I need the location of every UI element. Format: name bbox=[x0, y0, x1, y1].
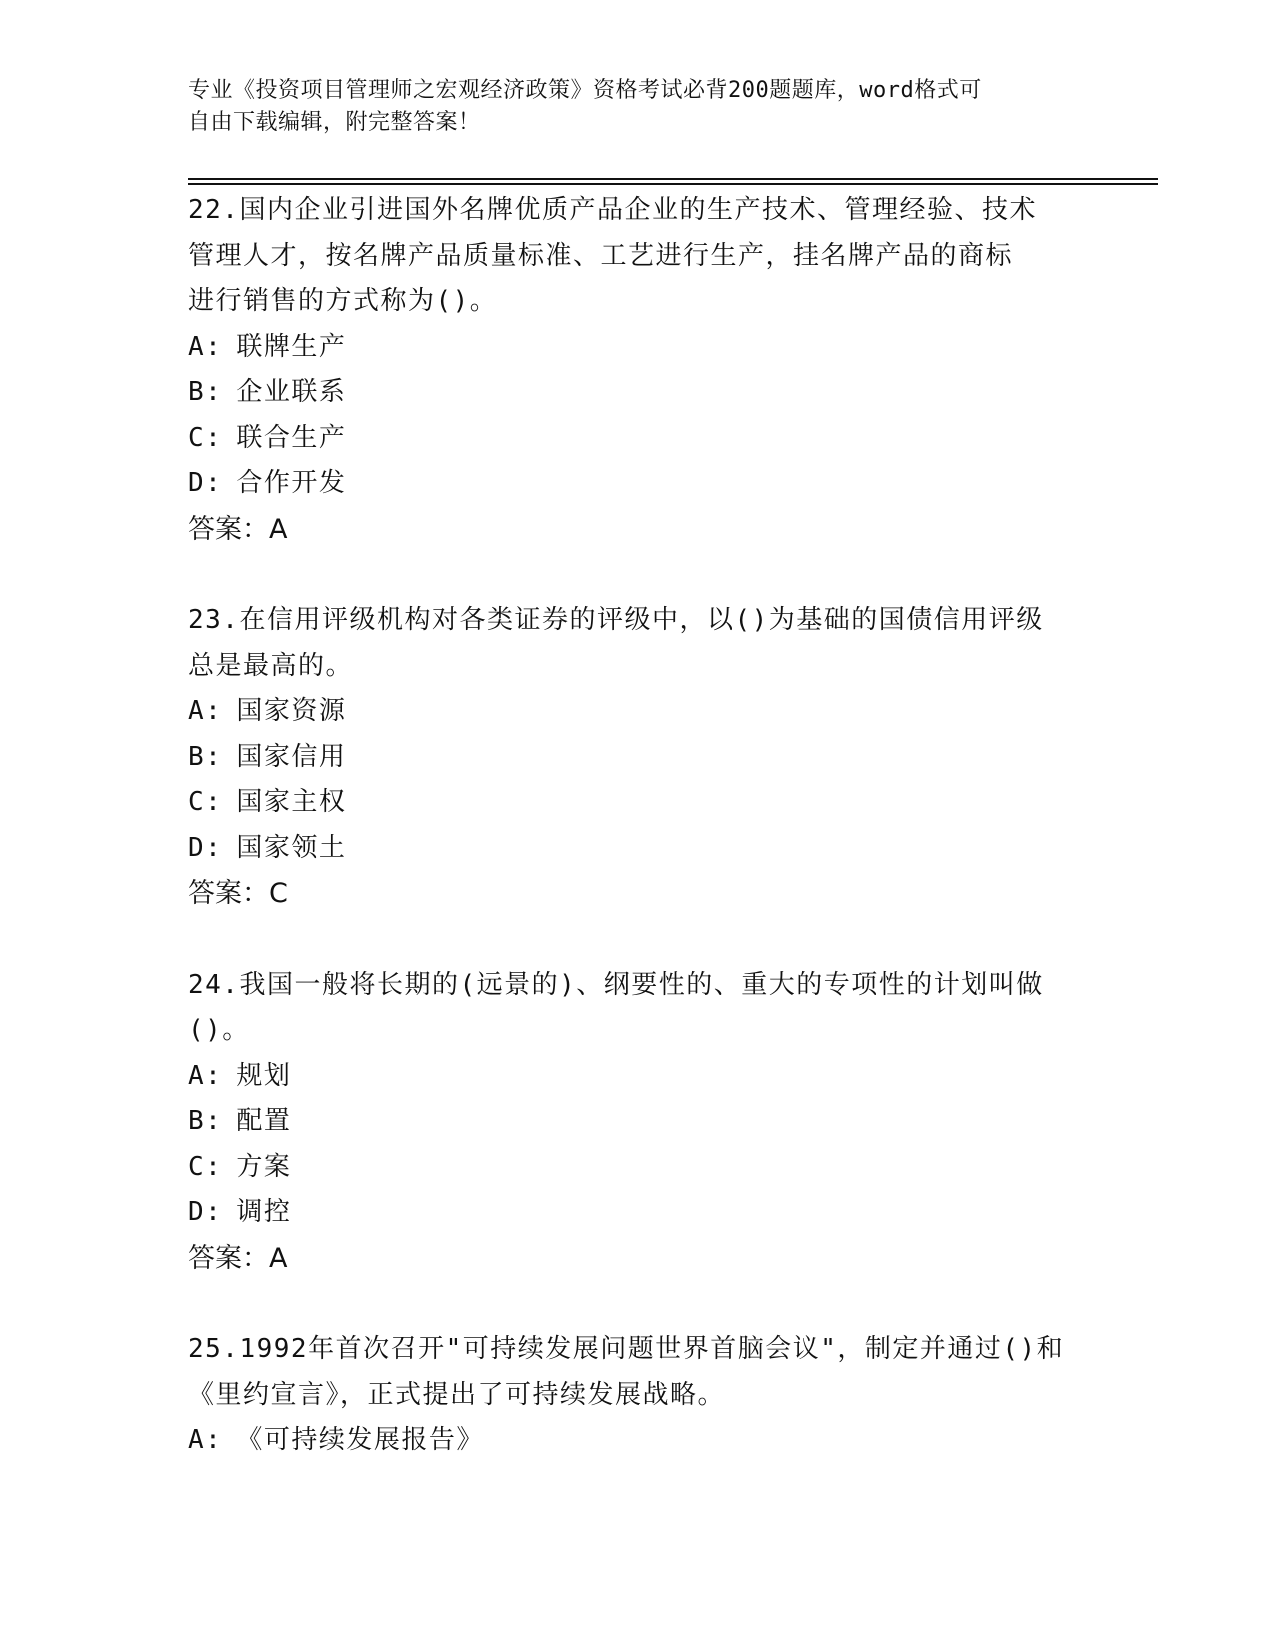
header-divider-bottom bbox=[188, 183, 1158, 185]
option-text: 国家信用 bbox=[236, 741, 347, 772]
question-24-option-c bbox=[188, 1145, 1088, 1191]
question-23-option-c bbox=[188, 780, 1088, 826]
question-23-answer: 答案：C bbox=[188, 878, 288, 909]
question-22-answer: 答案：A bbox=[188, 513, 288, 545]
option-text: 企业联系 bbox=[236, 377, 347, 407]
option-text: 联合生产 bbox=[236, 422, 347, 453]
question-22-option-a bbox=[188, 325, 1088, 371]
question-23-option-a bbox=[188, 689, 1088, 735]
question-24-line-2: ()。 bbox=[188, 1015, 250, 1045]
option-key: D: bbox=[188, 468, 223, 498]
option-text: 方案 bbox=[236, 1151, 292, 1182]
option-key: D: bbox=[188, 832, 223, 863]
option-text: 配置 bbox=[236, 1106, 292, 1136]
option-text: 国家主权 bbox=[236, 787, 347, 817]
question-list bbox=[188, 188, 1088, 1510]
option-key: B: bbox=[188, 377, 223, 407]
question-24-answer: 答案：A bbox=[188, 1242, 288, 1274]
option-key: B: bbox=[188, 1106, 223, 1136]
header-line-1: 专业《投资项目管理师之宏观经济政策》资格考试必背200题题库，word格式可 bbox=[188, 78, 982, 103]
question-22-line-3: 进行销售的方式称为()。 bbox=[188, 286, 498, 316]
question-22-option-c bbox=[188, 416, 1088, 462]
option-text: 调控 bbox=[236, 1197, 292, 1227]
option-text: 《可持续发展报告》 bbox=[236, 1425, 484, 1455]
option-key: C: bbox=[188, 1151, 223, 1182]
question-23 bbox=[188, 598, 1088, 917]
option-text: 合作开发 bbox=[236, 468, 347, 498]
option-key: B: bbox=[188, 741, 223, 772]
option-text: 国家资源 bbox=[236, 696, 347, 726]
option-key: C: bbox=[188, 422, 223, 453]
question-24-option-d bbox=[188, 1190, 1088, 1236]
question-22-line-1: 22.国内企业引进国外名牌优质产品企业的生产技术、管理经验、技术 bbox=[188, 195, 1037, 225]
question-22 bbox=[188, 188, 1088, 552]
option-key: A: bbox=[188, 696, 223, 726]
question-24-line-1: 24.我国一般将长期的(远景的)、纲要性的、重大的专项性的计划叫做 bbox=[188, 969, 1044, 1000]
question-24 bbox=[188, 963, 1088, 1282]
option-key: C: bbox=[188, 787, 223, 817]
option-text: 联牌生产 bbox=[236, 331, 347, 362]
question-24-option-b bbox=[188, 1099, 1088, 1145]
document-header bbox=[188, 75, 1078, 139]
option-key: A: bbox=[188, 331, 223, 362]
question-25-line-1: 25.1992年首次召开"可持续发展问题世界首脑会议"，制定并通过()和 bbox=[188, 1334, 1065, 1364]
question-23-option-d bbox=[188, 826, 1088, 872]
option-key: A: bbox=[188, 1425, 223, 1455]
question-23-line-2: 总是最高的。 bbox=[188, 650, 354, 681]
option-text: 规划 bbox=[236, 1060, 292, 1091]
question-25 bbox=[188, 1327, 1088, 1464]
question-25-option-a bbox=[188, 1418, 1088, 1464]
question-23-line-1: 23.在信用评级机构对各类证券的评级中，以()为基础的国债信用评级 bbox=[188, 605, 1044, 635]
question-22-option-b bbox=[188, 370, 1088, 416]
question-22-line-2: 管理人才，按名牌产品质量标准、工艺进行生产，挂名牌产品的商标 bbox=[188, 240, 1014, 271]
option-key: D: bbox=[188, 1197, 223, 1227]
question-23-option-b bbox=[188, 735, 1088, 781]
header-divider-top bbox=[188, 178, 1158, 180]
question-24-option-a bbox=[188, 1054, 1088, 1100]
header-line-2: 自由下载编辑，附完整答案！ bbox=[188, 110, 481, 135]
question-22-option-d bbox=[188, 461, 1088, 507]
option-text: 国家领土 bbox=[236, 832, 347, 863]
option-key: A: bbox=[188, 1060, 223, 1091]
question-25-line-2: 《里约宣言》，正式提出了可持续发展战略。 bbox=[188, 1379, 726, 1410]
